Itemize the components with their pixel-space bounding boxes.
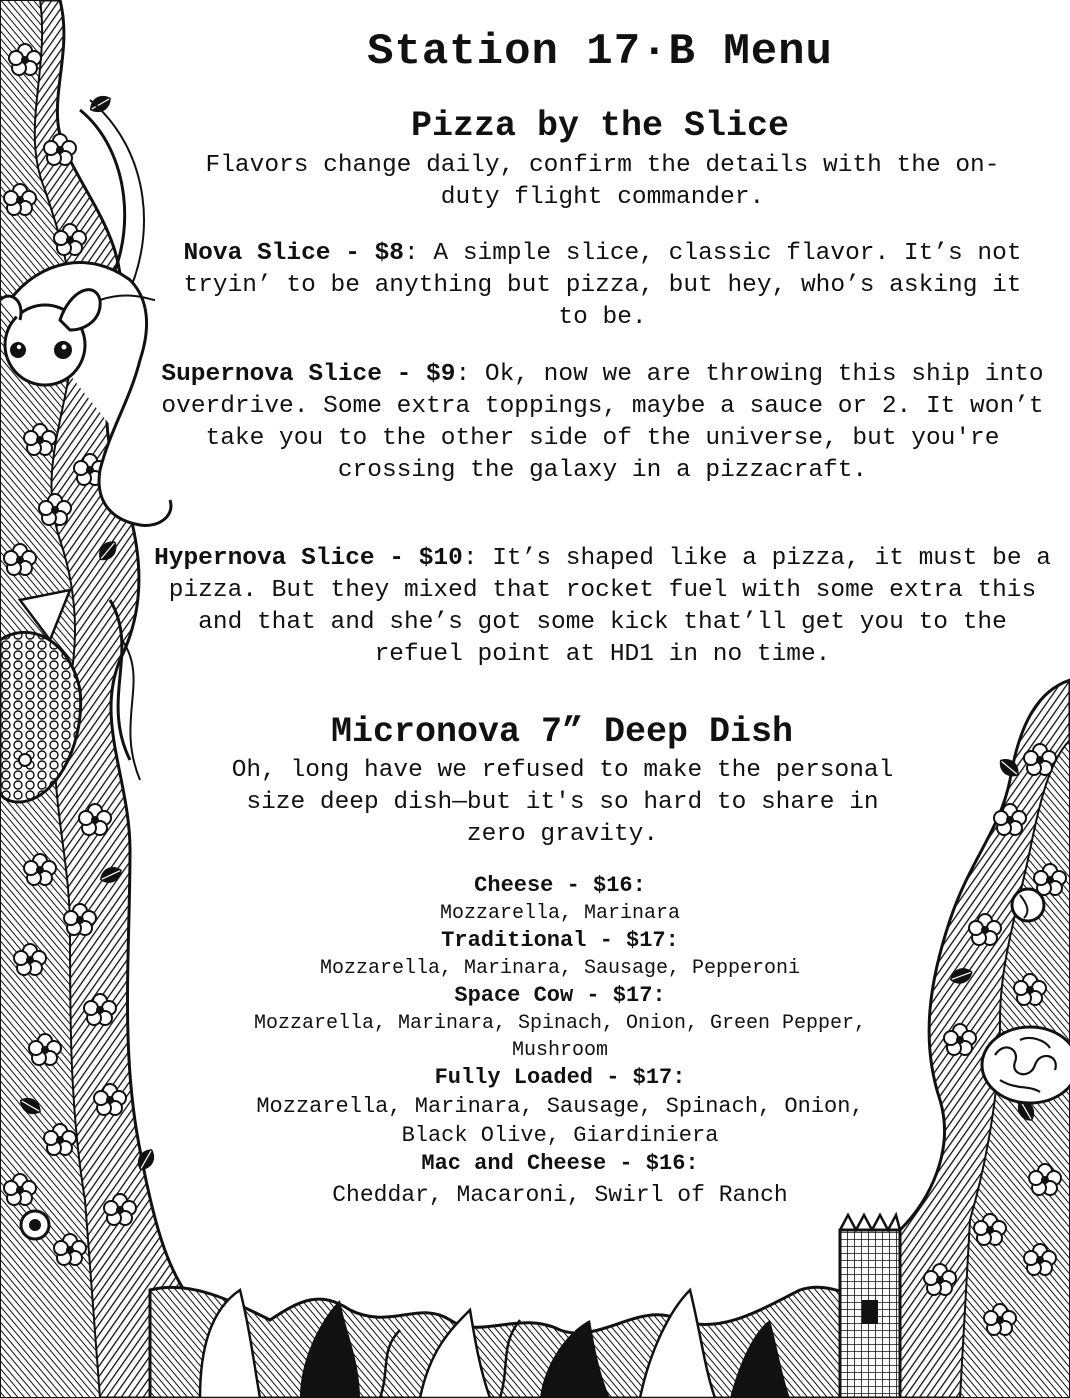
deep-dish-fully-loaded-name: Fully Loaded - $17:: [434, 1065, 686, 1090]
supernova-slice-description: Ok, now we are throwing this ship into overdrive. Some extra toppings, maybe a sauce or 2. It won’t take you to the other side of the universe, but you're crossing the galaxy in a pizzacraft.: [161, 361, 1044, 484]
hypernova-slice-item: Hypernova Slice - $10: It’s shaped like a pizza, it must be a pizza. But they mixed that rocket fuel with some extra this and that and she’s got some kick that’ll get you to the refuel point at HD1 in no time.: [154, 545, 1051, 668]
deep-dish-traditional-ingredients: Mozzarella, Marinara, Sausage, Pepperoni: [319, 957, 801, 980]
slice-section-intro: Flavors change daily, confirm the details with the on-duty flight commander.: [205, 152, 1000, 211]
supernova-slice-name: Supernova Slice - $9: [161, 361, 456, 388]
deep-dish-cheese-ingredients: Mozzarella, Marinara: [439, 902, 681, 925]
nova-slice-name: Nova Slice - $8: [183, 240, 405, 267]
hypernova-slice-description: It’s shaped like a pizza, it must be a pizza. But they mixed that rocket fuel with some extra this and that and she’s got some kick that’ll get you to the refuel point at HD1 in no time.: [168, 545, 1051, 668]
hypernova-slice-name: Hypernova Slice - $10: [154, 545, 463, 572]
nova-slice-description: A simple slice, classic flavor. It’s not tryin’ to be anything but pizza, but hey, who’s asking it to be.: [183, 240, 1022, 331]
slice-section-heading: Pizza by the Slice: [410, 106, 790, 146]
deep-dish-section-intro: Oh, long have we refused to make the personal size deep dish—but it's so hard to share in zero gravity.: [231, 757, 894, 848]
deep-dish-list: [220, 872, 900, 1212]
deep-dish-mac-and-cheese-ingredients: Cheddar, Macaroni, Swirl of Ranch: [332, 1182, 788, 1208]
deep-dish-space-cow-ingredients: Mozzarella, Marinara, Spinach, Onion, Green Pepper, Mushroom: [253, 1012, 867, 1062]
deep-dish-fully-loaded-ingredients: Mozzarella, Marinara, Sausage, Spinach, Onion, Black Olive, Giardiniera: [256, 1094, 864, 1148]
supernova-slice-item: Supernova Slice - $9: Ok, now we are throwing this ship into overdrive. Some extra toppings, maybe a sauce or 2. It won’t take you to the other side of the universe, but you're crossing the galaxy in a pizzacraft.: [161, 361, 1044, 484]
deep-dish-mac-and-cheese-name: Mac and Cheese - $16:: [421, 1151, 699, 1176]
menu-title: Station 17·B Menu: [367, 27, 833, 77]
deep-dish-cheese-name: Cheese - $16:: [474, 873, 646, 898]
deep-dish-section-heading: Micronova 7” Deep Dish: [330, 712, 794, 752]
deep-dish-traditional-name: Traditional - $17:: [441, 928, 679, 953]
deep-dish-space-cow-name: Space Cow - $17:: [454, 983, 666, 1008]
nova-slice-item: Nova Slice - $8: A simple slice, classic flavor. It’s not tryin’ to be anything but pizza, but hey, who’s asking it to be.: [183, 240, 1022, 331]
